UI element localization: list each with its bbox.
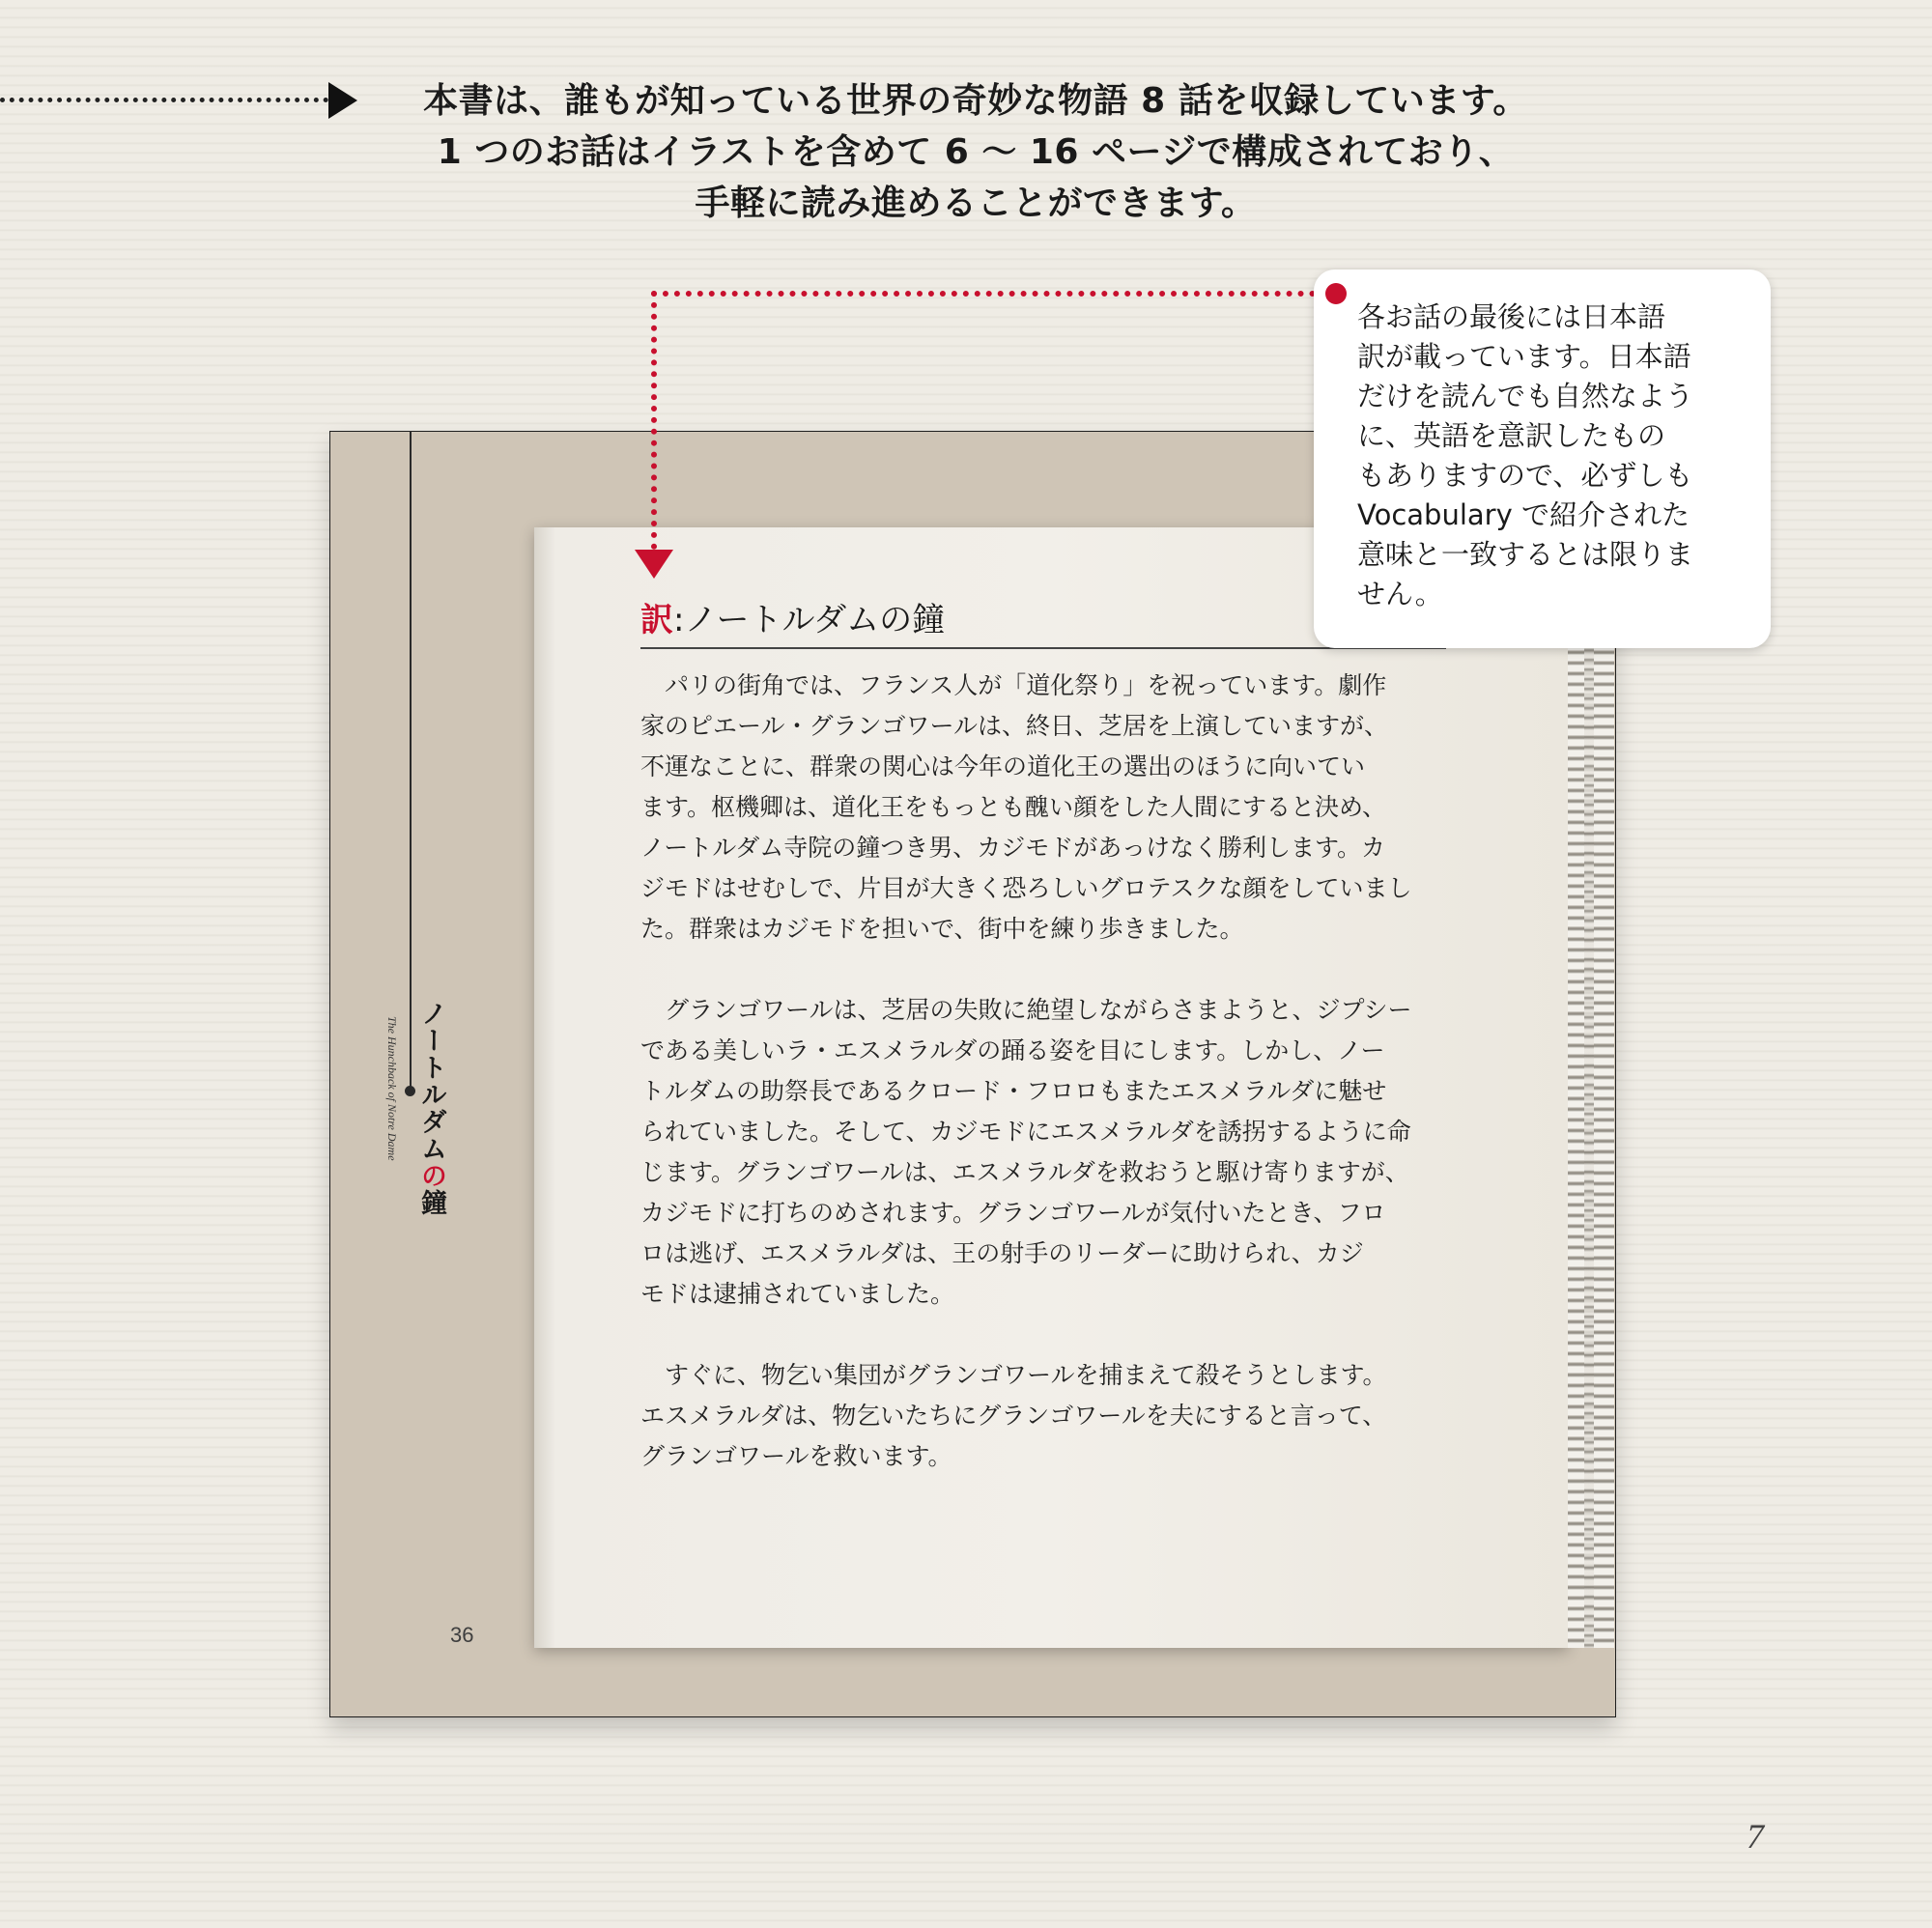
translation-line: じます。グランゴワールは、エスメラルダを救おうと駆け寄りますが、 [640, 1158, 1409, 1186]
translation-line: ロは逃げ、エスメラルダは、王の射手のリーダーに助けられ、カジ [640, 1239, 1364, 1267]
paragraph-gap [640, 1315, 1448, 1355]
translation-line: 家のピエール・グランゴワールは、終日、芝居を上演していますが、 [640, 712, 1389, 740]
callout-line: に、英語を意訳したもの [1357, 419, 1666, 452]
translation-line: グランゴワールを救います。 [640, 1442, 952, 1470]
translation-line: られていました。そして、カジモドにエスメラルダを誘拐するように命 [640, 1118, 1411, 1146]
translation-line: である美しいラ・エスメラルダの踊る姿を目にします。しかし、ノー [640, 1036, 1385, 1064]
callout-connector-vertical [651, 291, 657, 550]
callout-text [1357, 298, 1744, 614]
callout-line: 各お話の最後には日本語 [1357, 300, 1666, 333]
translation-line: パリの街角では、フランス人が「道化祭り」を祝っています。劇作 [640, 671, 1387, 699]
intro-caption-line: 手軽に読み進めることができます。 [695, 184, 1257, 223]
translation-line: ジモドはせむしで、片目が大きく恐ろしいグロテスクな顔をしていまし [640, 874, 1412, 902]
side-subtitle: The Hunchback of Notre Dame [385, 1016, 399, 1161]
translation-line: モドは逮捕されていました。 [640, 1280, 955, 1308]
intro-arrow-icon [328, 82, 357, 119]
callout-line: 意味と一致するとは限りま [1357, 538, 1694, 571]
translation-heading-sep: : [673, 601, 685, 639]
spiral-binding-inner [1584, 527, 1594, 1648]
translation-body [640, 666, 1448, 1477]
intro-leader-dots [0, 98, 328, 102]
sample-page-number: 36 [450, 1623, 474, 1647]
translation-line: 不運なことに、群衆の関心は今年の道化王の選出のほうに向いてい [640, 752, 1366, 780]
intro-caption [367, 75, 1584, 229]
side-title-end: 鐘 [416, 1189, 446, 1216]
translation-line: カジモドに打ちのめされます。グランゴワールが気付いたとき、フロ [640, 1199, 1386, 1227]
callout-line: 訳が載っています。日本語 [1357, 340, 1691, 373]
paragraph-gap [640, 950, 1448, 990]
side-rule [410, 431, 412, 1090]
callout-dot-icon [1325, 283, 1347, 304]
translation-heading-prefix: 訳 [640, 601, 673, 639]
intro-caption-line: 本書は、誰もが知っている世界の奇妙な物語 8 話を収録しています。 [423, 81, 1528, 121]
callout-arrow-icon [635, 550, 673, 579]
translation-line: ノートルダム寺院の鐘つき男、カジモドがあっけなく勝利します。カ [640, 834, 1386, 862]
heading-rule [640, 647, 1446, 649]
translation-line: ます。枢機卿は、道化王をもっとも醜い顔をした人間にすると決め、 [640, 793, 1387, 821]
callout-connector-horizontal [651, 291, 1339, 297]
translation-line: すぐに、物乞い集団がグランゴワールを捕まえて殺そうとします。 [640, 1361, 1387, 1389]
translation-heading-title: ノートルダムの鐘 [684, 601, 946, 639]
side-title-particle: の [416, 1162, 446, 1189]
translation-heading [640, 593, 945, 640]
page-number: 7 [1747, 1817, 1764, 1856]
callout-line: せん。 [1357, 578, 1443, 610]
translation-line: た。群衆はカジモドを担いで、街中を練り歩きました。 [640, 915, 1244, 943]
side-title [412, 1000, 450, 1216]
translation-line: エスメラルダは、物乞いたちにグランゴワールを夫にすると言って、 [640, 1402, 1387, 1430]
translation-line: トルダムの助祭長であるクロード・フロロもまたエスメラルダに魅せ [640, 1077, 1387, 1105]
callout-line: Vocabulary で紹介された [1357, 498, 1690, 531]
intro-caption-line: 1 つのお話はイラストを含めて 6 ～ 16 ページで構成されており、 [437, 132, 1515, 172]
side-title-main: ノートルダム [416, 1000, 446, 1162]
translation-line: グランゴワールは、芝居の失敗に絶望しながらさまようと、ジプシー [640, 996, 1412, 1024]
callout-line: もありますので、必ずしも [1357, 459, 1693, 492]
callout-line: だけを読んでも自然なよう [1357, 380, 1694, 412]
